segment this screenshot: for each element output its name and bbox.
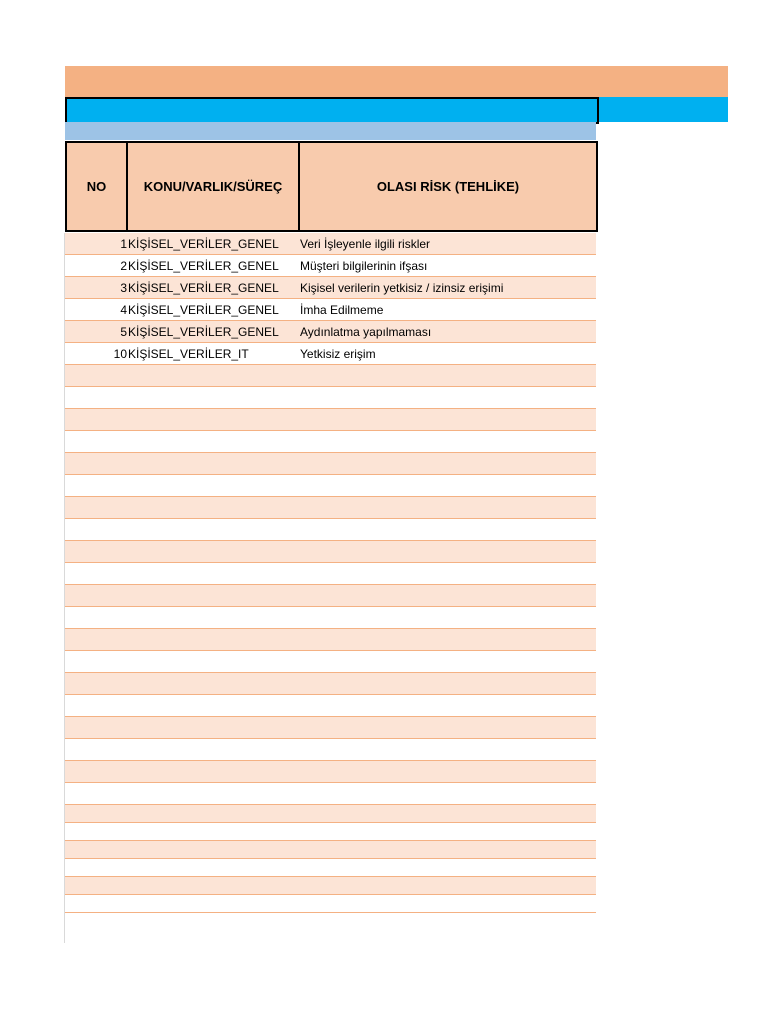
table-row-empty[interactable]	[65, 453, 596, 475]
table-row[interactable]	[65, 299, 596, 321]
table-row-empty[interactable]	[65, 541, 596, 563]
table-row-empty[interactable]	[65, 673, 596, 695]
cell-konu[interactable]: KİŞİSEL_VERİLER_IT	[128, 346, 249, 361]
cell-konu[interactable]: KİŞİSEL_VERİLER_GENEL	[128, 236, 279, 251]
cell-risk[interactable]: Müşteri bilgilerinin ifşası	[300, 258, 428, 273]
cell-no[interactable]: 3	[120, 280, 127, 295]
cell-no[interactable]: 10	[113, 346, 127, 361]
cell-risk[interactable]: Veri İşleyenle ilgili riskler	[300, 236, 431, 251]
table-row-empty[interactable]	[65, 629, 596, 651]
table-row[interactable]	[65, 233, 596, 255]
table-row-empty[interactable]	[65, 475, 596, 497]
table-row[interactable]	[65, 277, 596, 299]
cell-konu[interactable]: KİŞİSEL_VERİLER_GENEL	[128, 280, 279, 295]
cell-risk[interactable]: Aydınlatma yapılmaması	[300, 324, 432, 339]
table-row-empty[interactable]	[65, 409, 596, 431]
table-row-empty[interactable]	[65, 519, 596, 541]
table-row-empty[interactable]	[65, 585, 596, 607]
table-row-empty[interactable]	[65, 717, 596, 739]
subtitle-band-border	[65, 97, 599, 124]
cell-no[interactable]: 4	[120, 302, 127, 317]
table-row-empty[interactable]	[65, 387, 596, 409]
table-row-empty[interactable]	[65, 563, 596, 585]
cell-konu[interactable]: KİŞİSEL_VERİLER_GENEL	[128, 324, 279, 339]
table-row-empty[interactable]	[65, 431, 596, 453]
table-row-empty[interactable]	[65, 859, 596, 877]
table-row-empty[interactable]	[65, 823, 596, 841]
table-row-empty[interactable]	[65, 805, 596, 823]
table-row-empty[interactable]	[65, 841, 596, 859]
empty-rows	[65, 365, 596, 913]
table-row-empty[interactable]	[65, 783, 596, 805]
table-row-empty[interactable]	[65, 497, 596, 519]
info-band	[65, 122, 596, 140]
title-band	[65, 66, 728, 97]
cell-no[interactable]: 5	[120, 324, 127, 339]
table-row-empty[interactable]	[65, 739, 596, 761]
cell-konu[interactable]: KİŞİSEL_VERİLER_GENEL	[128, 302, 279, 317]
header-no: NO	[67, 143, 128, 230]
cell-no[interactable]: 2	[120, 258, 127, 273]
header-risk: OLASI RİSK (TEHLİKE)	[376, 179, 520, 194]
table-header	[65, 141, 598, 232]
table-row[interactable]	[65, 321, 596, 343]
table-body	[65, 233, 596, 913]
table-row-empty[interactable]	[65, 365, 596, 387]
cell-risk[interactable]: Yetkisiz erişim	[300, 346, 376, 361]
table-row-empty[interactable]	[65, 761, 596, 783]
table-row-empty[interactable]	[65, 651, 596, 673]
cell-konu[interactable]: KİŞİSEL_VERİLER_GENEL	[128, 258, 279, 273]
table-row-empty[interactable]	[65, 877, 596, 895]
table-row[interactable]	[65, 343, 596, 365]
table-row-empty[interactable]	[65, 695, 596, 717]
header-konu: KONU/VARLIK/SÜREÇ	[128, 143, 300, 230]
cell-risk[interactable]: İmha Edilmeme	[300, 302, 384, 317]
cell-no[interactable]: 1	[120, 236, 127, 251]
table-row[interactable]	[65, 255, 596, 277]
table-row-empty[interactable]	[65, 895, 596, 913]
cell-risk[interactable]: Kişisel verilerin yetkisiz / izinsiz erişimi	[300, 280, 504, 295]
table-row-empty[interactable]	[65, 607, 596, 629]
